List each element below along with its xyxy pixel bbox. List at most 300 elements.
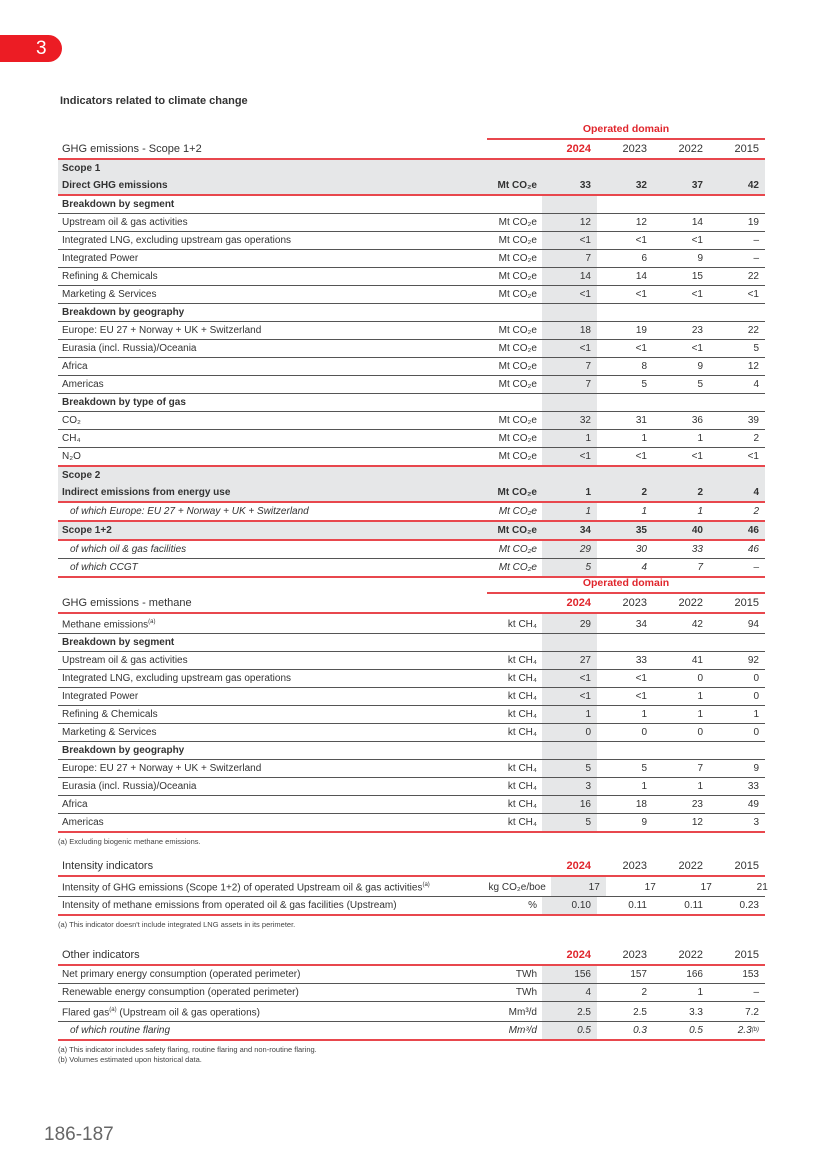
table-row	[58, 541, 765, 559]
value-2015	[709, 742, 765, 759]
year-header-2024: 2024	[566, 860, 591, 872]
value-2015: 39	[747, 415, 759, 426]
unit: Mm³/d	[508, 1025, 537, 1037]
chapter-tab: 3	[0, 35, 62, 62]
value-2023: 35	[635, 525, 647, 536]
value-2023: <1	[635, 691, 647, 703]
value-2024	[542, 304, 597, 321]
year-header-2015: 2015	[734, 143, 759, 155]
value-2023: <1	[635, 673, 647, 685]
row-label: Marketing & Services	[62, 727, 157, 739]
table-header-row	[58, 857, 765, 877]
unit: kt CH₄	[507, 763, 537, 775]
unit: Mt CO₂e	[498, 217, 537, 228]
value-2023: 6	[641, 253, 647, 264]
row-label-cell	[58, 614, 427, 633]
value-2015	[709, 196, 765, 213]
value-2015	[709, 1022, 765, 1039]
table-row	[58, 614, 765, 634]
row-label: Net primary energy consumption (operated perimeter)	[62, 969, 301, 980]
value-2022: 3.3	[689, 1007, 703, 1019]
year-header-2023: 2023	[622, 143, 647, 155]
value-2024: 1	[542, 430, 597, 447]
row-label-wrap	[62, 1002, 260, 1021]
table-row	[58, 1022, 765, 1041]
value-2015: 0	[753, 691, 759, 703]
unit: kt CH₄	[507, 799, 537, 811]
table-row	[58, 966, 765, 984]
unit: Mt CO₂e	[498, 379, 537, 390]
table-row	[58, 286, 765, 304]
unit: Mt CO₂e	[497, 487, 537, 498]
value-2024: 33	[542, 160, 597, 194]
table-ghg-methane	[58, 577, 765, 847]
table-row	[58, 1002, 765, 1022]
value-2023	[597, 394, 653, 411]
value-2015: 49	[747, 799, 759, 811]
value-2024: 3	[542, 778, 597, 795]
unit: Mt CO₂e	[497, 525, 537, 536]
value-2015: 92	[747, 655, 759, 667]
value-2022: 0.5	[689, 1025, 703, 1037]
value-2024	[542, 196, 597, 213]
value-2023: 18	[635, 799, 647, 811]
value-2022: 9	[697, 253, 703, 264]
row-label-cell	[58, 1022, 427, 1039]
value-2022: 33	[691, 544, 703, 555]
row-label-cell	[58, 742, 427, 759]
value-2015: 42	[747, 180, 759, 191]
section-row	[58, 742, 765, 760]
table-other-indicators	[58, 946, 765, 1065]
value-2022: <1	[691, 343, 703, 354]
section-row	[58, 196, 765, 214]
row-label-cell	[58, 503, 427, 520]
value-2024: 27	[542, 652, 597, 669]
row-label-cell	[58, 340, 427, 357]
row-label: Americas	[62, 379, 104, 390]
value-2023: 5	[641, 763, 647, 775]
value-2023: 14	[635, 271, 647, 282]
row-label-cell	[58, 196, 427, 213]
year-header-2023: 2023	[622, 949, 647, 961]
value-2022: 1	[697, 506, 703, 517]
unit: kt CH₄	[507, 817, 537, 829]
row-label: of which Europe: EU 27 + Norway + UK + Switzerland	[70, 506, 309, 517]
row-label-rest: (Upstream oil & gas operations)	[116, 1007, 260, 1019]
value-text: 2.3	[737, 1025, 752, 1037]
section-title: Indicators related to climate change	[60, 95, 248, 107]
table-row	[58, 322, 765, 340]
year-header-2022: 2022	[678, 597, 703, 609]
table-row	[58, 214, 765, 232]
row-label: Intensity of GHG emissions (Scope 1+2) of operated Upstream oil & gas activities	[62, 882, 423, 894]
value-2015: –	[753, 253, 759, 264]
value-2022	[653, 304, 709, 321]
row-label-cell	[58, 670, 427, 687]
footnote-ref: (b)	[751, 1027, 759, 1034]
value-2024: 1	[542, 706, 597, 723]
unit: kt CH₄	[507, 619, 537, 631]
table-row	[58, 877, 768, 897]
value-2024: 5	[542, 559, 597, 576]
value-2023: 5	[641, 379, 647, 390]
value-2015: 153	[742, 969, 759, 980]
table-row	[58, 250, 765, 268]
row-label-cell	[58, 559, 427, 576]
unit: TWh	[515, 969, 537, 980]
row-label-cell	[58, 358, 427, 375]
row-label: Scope 2	[62, 470, 101, 481]
value-2022: 7	[697, 562, 703, 573]
value-2022: 0	[697, 673, 703, 685]
table-row	[58, 412, 765, 430]
row-label: Breakdown by segment	[62, 199, 175, 210]
row-label: CH₄	[62, 433, 81, 444]
row-label: Flared gas	[62, 1007, 110, 1019]
unit: Mt CO₂e	[498, 343, 537, 354]
row-label: Eurasia (incl. Russia)/Oceania	[62, 781, 197, 793]
table-row	[58, 522, 765, 541]
row-label: Upstream oil & gas activities	[62, 655, 188, 667]
row-label-line2: Indirect emissions from energy use	[62, 487, 231, 498]
value-2015: 0	[753, 727, 759, 739]
unit: Mt CO₂e	[497, 180, 537, 191]
unit: Mt CO₂e	[498, 562, 537, 573]
row-label-cell	[58, 1002, 427, 1021]
table-row	[58, 430, 765, 448]
year-header-2023: 2023	[622, 860, 647, 872]
unit: kt CH₄	[507, 655, 537, 667]
row-label: Breakdown by type of gas	[62, 397, 186, 408]
unit	[427, 304, 537, 321]
row-label-line2: Direct GHG emissions	[62, 180, 168, 191]
value-2023: <1	[635, 235, 647, 246]
value-2023: <1	[635, 451, 647, 462]
value-2022: 42	[691, 619, 703, 631]
value-2024: 29	[542, 614, 597, 633]
value-2022: 40	[691, 525, 703, 536]
row-label: CO₂	[62, 415, 81, 426]
row-label-cell	[58, 322, 427, 339]
value-2024: 1	[542, 467, 597, 501]
row-label: Scope 1+2	[62, 525, 112, 536]
table-row	[58, 984, 765, 1002]
value-2022: 23	[691, 325, 703, 336]
row-label-cell	[58, 394, 427, 411]
table-row	[58, 559, 765, 578]
value-2024: <1	[542, 232, 597, 249]
row-label: Refining & Chemicals	[62, 709, 158, 721]
value-2022: 1	[697, 433, 703, 444]
unit: Mt CO₂e	[498, 289, 537, 300]
table-row	[58, 706, 765, 724]
unit	[427, 742, 537, 759]
value-2024: <1	[542, 688, 597, 705]
value-2015: 94	[747, 619, 759, 631]
unit-header	[427, 594, 537, 612]
unit: Mt CO₂e	[498, 506, 537, 517]
row-label-cell	[58, 877, 436, 896]
value-2024: 12	[542, 214, 597, 231]
value-2015: 12	[747, 361, 759, 372]
value-2015: 9	[753, 763, 759, 775]
row-label: Europe: EU 27 + Norway + UK + Switzerland	[62, 325, 262, 336]
footnote: (a) This indicator includes safety flaring, routine flaring and non-routine flaring.	[58, 1045, 317, 1055]
value-2022: 1	[697, 709, 703, 721]
year-header-2015: 2015	[734, 860, 759, 872]
table-row	[58, 448, 765, 467]
table-row	[58, 760, 765, 778]
row-label: Marketing & Services	[62, 289, 157, 300]
value-2024	[542, 742, 597, 759]
value-2022: 0.11	[684, 900, 703, 912]
value-2023: 157	[630, 969, 647, 980]
value-2024: 0	[542, 724, 597, 741]
row-label-cell	[58, 412, 427, 429]
unit: Mt CO₂e	[498, 235, 537, 246]
row-label-cell	[58, 268, 427, 285]
footnote: (a) Excluding biogenic methane emissions.	[58, 837, 201, 847]
row-label-cell	[58, 897, 427, 914]
value-2022: <1	[691, 451, 703, 462]
row-label-cell	[58, 304, 427, 321]
value-2024: 5	[542, 814, 597, 831]
row-label-wrap	[62, 614, 156, 633]
value-2023: 32	[635, 180, 647, 191]
value-2022	[653, 742, 709, 759]
row-label: Intensity of methane emissions from operated oil & gas facilities (Upstream)	[62, 900, 397, 912]
page-numbers: 186-187	[44, 1124, 114, 1145]
unit: kg CO₂e/boe	[488, 882, 546, 894]
row-label: Breakdown by segment	[62, 637, 175, 649]
row-label-cell	[58, 760, 427, 777]
value-2023: 0.11	[628, 900, 647, 912]
unit: kt CH₄	[507, 709, 537, 721]
row-label: Breakdown by geography	[62, 745, 185, 757]
value-2015: 33	[747, 781, 759, 793]
row-label: Scope 1	[62, 163, 101, 174]
row-label: Methane emissions	[62, 619, 149, 631]
year-header-2022: 2022	[678, 143, 703, 155]
row-label: Refining & Chemicals	[62, 271, 158, 282]
value-2015: 0	[753, 673, 759, 685]
value-2022: 7	[697, 763, 703, 775]
value-2023: 1	[641, 506, 647, 517]
row-label: Integrated LNG, excluding upstream gas operations	[62, 673, 292, 685]
value-2022: 17	[700, 882, 712, 894]
value-2023	[597, 304, 653, 321]
unit: kt CH₄	[507, 781, 537, 793]
row-label: Africa	[62, 361, 88, 372]
row-label-cell	[58, 634, 427, 651]
row-label-cell	[58, 724, 427, 741]
operated-domain-label: Operated domain	[487, 123, 765, 140]
value-2024: 18	[542, 322, 597, 339]
value-2023: 0.3	[633, 1025, 647, 1037]
row-label-cell	[58, 966, 427, 983]
value-2022: <1	[691, 289, 703, 300]
value-2023: 17	[644, 882, 656, 894]
table-row	[58, 467, 765, 503]
unit: Mt CO₂e	[498, 433, 537, 444]
row-label: Renewable energy consumption (operated perimeter)	[62, 987, 299, 998]
row-label-cell	[58, 652, 427, 669]
unit: kt CH₄	[507, 691, 537, 703]
value-2024: 156	[542, 966, 597, 983]
row-label: Eurasia (incl. Russia)/Oceania	[62, 343, 197, 354]
row-label-cell	[58, 688, 427, 705]
value-2022	[653, 634, 709, 651]
footnotes	[58, 837, 765, 847]
row-label: Africa	[62, 799, 88, 811]
row-label: Breakdown by geography	[62, 307, 185, 318]
value-2023: 34	[635, 619, 647, 631]
value-2022: 37	[691, 180, 703, 191]
value-2015: 46	[747, 544, 759, 555]
row-label: Americas	[62, 817, 104, 829]
unit: kt CH₄	[507, 727, 537, 739]
value-2023: 2.5	[633, 1007, 647, 1019]
section-row	[58, 394, 765, 412]
row-label: of which CCGT	[70, 562, 138, 573]
value-2015: 46	[747, 525, 759, 536]
row-label-cell	[58, 541, 427, 558]
footnotes	[58, 920, 765, 930]
value-2023: 0	[641, 727, 647, 739]
value-2024: 2.5	[542, 1002, 597, 1021]
table-row	[58, 268, 765, 286]
value-2022: 9	[697, 361, 703, 372]
value-2022: 1	[697, 691, 703, 703]
section-row	[58, 304, 765, 322]
value-2024: <1	[542, 286, 597, 303]
value-2015: 3	[753, 817, 759, 829]
unit	[427, 196, 537, 213]
value-2015	[709, 634, 765, 651]
unit: Mt CO₂e	[498, 253, 537, 264]
unit	[427, 634, 537, 651]
value-2024: 14	[542, 268, 597, 285]
value-2022: 1	[697, 781, 703, 793]
year-header-2015: 2015	[734, 949, 759, 961]
value-2015: 4	[753, 379, 759, 390]
table-header-title: GHG emissions - Scope 1+2	[62, 143, 202, 155]
unit: Mt CO₂e	[498, 415, 537, 426]
value-2024: 0.10	[542, 897, 597, 914]
footnote-ref: (a)	[422, 882, 430, 888]
value-2022: <1	[691, 235, 703, 246]
row-label: Integrated LNG, excluding upstream gas operations	[62, 235, 292, 246]
value-2023: 33	[635, 655, 647, 667]
row-label-cell	[58, 814, 427, 831]
value-2022: 15	[691, 271, 703, 282]
table-row	[58, 358, 765, 376]
value-2023: 19	[635, 325, 647, 336]
value-2023: <1	[635, 289, 647, 300]
row-label-cell	[58, 522, 427, 539]
table-header-title: Intensity indicators	[62, 860, 154, 872]
value-2022: 12	[691, 817, 703, 829]
value-2023: 1	[641, 433, 647, 444]
row-label: Upstream oil & gas activities	[62, 217, 188, 228]
row-label-cell	[58, 984, 427, 1001]
table-row	[58, 670, 765, 688]
row-label-cell	[58, 250, 427, 267]
value-2015	[709, 394, 765, 411]
row-label-cell	[58, 160, 427, 194]
value-2023: <1	[635, 343, 647, 354]
value-2015: 21	[756, 882, 768, 894]
unit: Mt CO₂e	[498, 544, 537, 555]
value-2023: 1	[641, 781, 647, 793]
value-2022: 2	[697, 487, 703, 498]
table-header-title: GHG emissions - methane	[62, 597, 192, 609]
table-row	[58, 724, 765, 742]
row-label: of which routine flaring	[70, 1025, 171, 1037]
value-2022	[653, 394, 709, 411]
table-header-row	[58, 594, 765, 614]
value-2023: 2	[641, 987, 647, 998]
unit: TWh	[515, 987, 537, 998]
value-2023: 2	[641, 487, 647, 498]
value-2024: 7	[542, 376, 597, 393]
value-2022: 14	[691, 217, 703, 228]
value-2023: 4	[641, 562, 647, 573]
value-2015: 5	[753, 343, 759, 354]
row-label: of which oil & gas facilities	[70, 544, 187, 555]
value-2024	[542, 634, 597, 651]
footnote-ref: (a)	[109, 1007, 117, 1013]
value-2024: 0.5	[542, 1022, 597, 1039]
value-2015: 22	[747, 271, 759, 282]
row-label-cell	[58, 467, 427, 501]
unit: Mt CO₂e	[498, 271, 537, 282]
section-row	[58, 634, 765, 652]
value-2015: 19	[747, 217, 759, 228]
year-header-2024: 2024	[566, 949, 591, 961]
value-2024: 29	[542, 541, 597, 558]
value-2024: 34	[542, 522, 597, 539]
table-row	[58, 232, 765, 250]
row-label-cell	[58, 778, 427, 795]
table-row	[58, 652, 765, 670]
value-2023: 8	[641, 361, 647, 372]
table-row	[58, 160, 765, 196]
value-2024: <1	[542, 340, 597, 357]
year-header-2022: 2022	[678, 949, 703, 961]
unit-header	[427, 140, 537, 158]
table-row	[58, 688, 765, 706]
footnote: (b) Volumes estimated upon historical data.	[58, 1055, 202, 1065]
unit: Mm³/d	[508, 1007, 537, 1019]
value-2015: 7.2	[745, 1007, 759, 1019]
table-row	[58, 778, 765, 796]
value-2024: 5	[542, 760, 597, 777]
table-row	[58, 814, 765, 833]
row-label-cell	[58, 706, 427, 723]
row-label-cell	[58, 430, 427, 447]
table-row	[58, 796, 765, 814]
table-row	[58, 503, 765, 522]
value-2023	[597, 196, 653, 213]
row-label-cell	[58, 796, 427, 813]
value-2022: 0	[697, 727, 703, 739]
value-2024: 17	[551, 877, 606, 896]
year-header-2024: 2024	[566, 597, 591, 609]
value-2015: –	[753, 987, 759, 998]
year-header-2024: 2024	[566, 143, 591, 155]
